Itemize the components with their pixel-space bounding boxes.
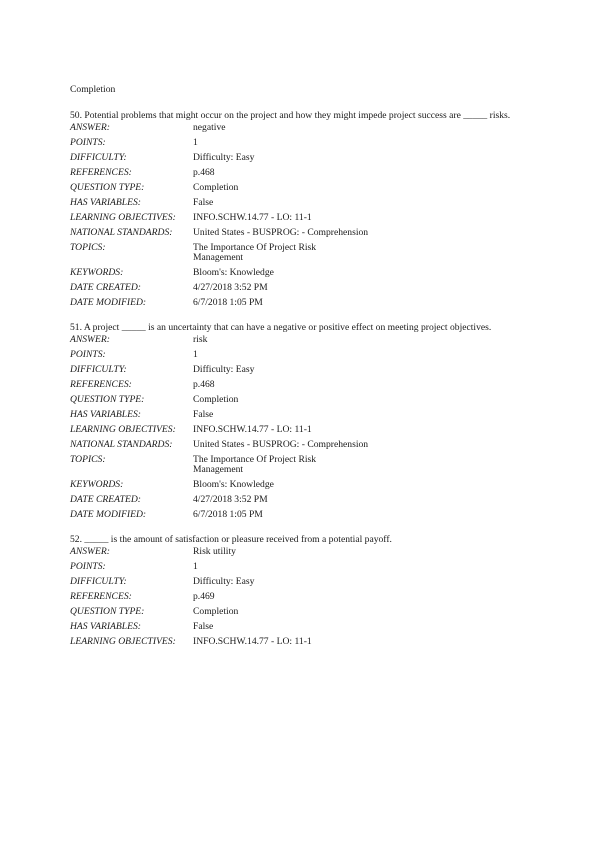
field-row bbox=[70, 335, 530, 345]
question-50 bbox=[70, 111, 530, 308]
field-label: LEARNING OBJECTIVES: bbox=[70, 212, 176, 223]
field-row bbox=[70, 198, 530, 208]
field-label: TOPICS: bbox=[70, 242, 106, 253]
field-label: ANSWER: bbox=[70, 546, 110, 557]
field-value: risk bbox=[193, 334, 208, 345]
field-value: The Importance Of Project Risk Management bbox=[193, 242, 317, 263]
field-label: POINTS: bbox=[70, 349, 106, 360]
field-row bbox=[70, 365, 530, 375]
question-text: 50. Potential problems that might occur on the project and how they might impede project success are _____ risks. bbox=[70, 110, 511, 121]
field-row bbox=[70, 168, 530, 178]
field-value: False bbox=[193, 197, 214, 208]
field-label: KEYWORDS: bbox=[70, 479, 124, 490]
field-value: Difficulty: Easy bbox=[193, 152, 255, 163]
field-value: 4/27/2018 3:52 PM bbox=[193, 282, 268, 293]
field-row bbox=[70, 637, 530, 647]
field-row bbox=[70, 455, 530, 475]
field-value: 4/27/2018 3:52 PM bbox=[193, 494, 268, 505]
question-text: 52. _____ is the amount of satisfaction or pleasure received from a potential payoff. bbox=[70, 534, 392, 545]
field-label: TOPICS: bbox=[70, 454, 106, 465]
field-row bbox=[70, 622, 530, 632]
question-52 bbox=[70, 535, 530, 647]
field-row bbox=[70, 410, 530, 420]
field-row bbox=[70, 395, 530, 405]
field-label: POINTS: bbox=[70, 561, 106, 572]
field-label: DATE CREATED: bbox=[70, 282, 141, 293]
field-value: 1 bbox=[193, 137, 198, 148]
field-value: Completion bbox=[193, 606, 239, 617]
field-row bbox=[70, 480, 530, 490]
field-row bbox=[70, 607, 530, 617]
field-row bbox=[70, 440, 530, 450]
field-label: NATIONAL STANDARDS: bbox=[70, 227, 173, 238]
field-label: NATIONAL STANDARDS: bbox=[70, 439, 173, 450]
field-value: 6/7/2018 1:05 PM bbox=[193, 297, 263, 308]
field-label: REFERENCES: bbox=[70, 591, 132, 602]
field-label: DIFFICULTY: bbox=[70, 364, 127, 375]
field-row bbox=[70, 138, 530, 148]
field-label: QUESTION TYPE: bbox=[70, 394, 145, 405]
field-row bbox=[70, 153, 530, 163]
question-51 bbox=[70, 323, 530, 520]
field-label: REFERENCES: bbox=[70, 379, 132, 390]
field-value: Risk utility bbox=[193, 546, 236, 557]
field-label: ANSWER: bbox=[70, 334, 110, 345]
field-label: LEARNING OBJECTIVES: bbox=[70, 424, 176, 435]
section-title: Completion bbox=[70, 84, 116, 95]
field-row bbox=[70, 350, 530, 360]
question-text: 51. A project _____ is an uncertainty that can have a negative or positive effect on meeting project objectives. bbox=[70, 322, 492, 333]
field-value: 6/7/2018 1:05 PM bbox=[193, 509, 263, 520]
field-value: 1 bbox=[193, 561, 198, 572]
field-row bbox=[70, 228, 530, 238]
field-value: United States - BUSPROG: - Comprehension bbox=[193, 227, 369, 238]
field-row bbox=[70, 577, 530, 587]
field-value: False bbox=[193, 409, 214, 420]
field-row bbox=[70, 380, 530, 390]
field-value: negative bbox=[193, 122, 226, 133]
field-label: REFERENCES: bbox=[70, 167, 132, 178]
field-row bbox=[70, 298, 530, 308]
field-value: INFO.SCHW.14.77 - LO: 11-1 bbox=[193, 636, 312, 647]
field-label: DIFFICULTY: bbox=[70, 576, 127, 587]
field-value: INFO.SCHW.14.77 - LO: 11-1 bbox=[193, 212, 312, 223]
field-value: 1 bbox=[193, 349, 198, 360]
field-value: The Importance Of Project Risk Management bbox=[193, 454, 317, 475]
field-row bbox=[70, 268, 530, 278]
field-row bbox=[70, 123, 530, 133]
field-value: Difficulty: Easy bbox=[193, 576, 255, 587]
field-value: False bbox=[193, 621, 214, 632]
field-label: LEARNING OBJECTIVES: bbox=[70, 636, 176, 647]
field-row bbox=[70, 510, 530, 520]
field-row bbox=[70, 213, 530, 223]
field-label: DIFFICULTY: bbox=[70, 152, 127, 163]
field-row bbox=[70, 283, 530, 293]
field-label: KEYWORDS: bbox=[70, 267, 124, 278]
field-value: INFO.SCHW.14.77 - LO: 11-1 bbox=[193, 424, 312, 435]
field-label: HAS VARIABLES: bbox=[70, 409, 141, 420]
field-row bbox=[70, 562, 530, 572]
field-label: QUESTION TYPE: bbox=[70, 606, 145, 617]
field-row bbox=[70, 243, 530, 263]
field-value: p.469 bbox=[193, 591, 215, 602]
field-row bbox=[70, 495, 530, 505]
field-row bbox=[70, 592, 530, 602]
field-label: DATE CREATED: bbox=[70, 494, 141, 505]
field-value: Difficulty: Easy bbox=[193, 364, 255, 375]
field-label: HAS VARIABLES: bbox=[70, 197, 141, 208]
field-value: p.468 bbox=[193, 379, 215, 390]
field-value: United States - BUSPROG: - Comprehension bbox=[193, 439, 369, 450]
field-label: ANSWER: bbox=[70, 122, 110, 133]
document-page bbox=[70, 84, 530, 662]
field-row bbox=[70, 547, 530, 557]
field-label: QUESTION TYPE: bbox=[70, 182, 145, 193]
field-label: POINTS: bbox=[70, 137, 106, 148]
field-value: Bloom's: Knowledge bbox=[193, 479, 274, 490]
field-value: p.468 bbox=[193, 167, 215, 178]
field-value: Completion bbox=[193, 182, 239, 193]
field-row bbox=[70, 183, 530, 193]
field-label: DATE MODIFIED: bbox=[70, 297, 147, 308]
field-row bbox=[70, 425, 530, 435]
field-value: Bloom's: Knowledge bbox=[193, 267, 274, 278]
field-label: DATE MODIFIED: bbox=[70, 509, 147, 520]
field-value: Completion bbox=[193, 394, 239, 405]
field-label: HAS VARIABLES: bbox=[70, 621, 141, 632]
